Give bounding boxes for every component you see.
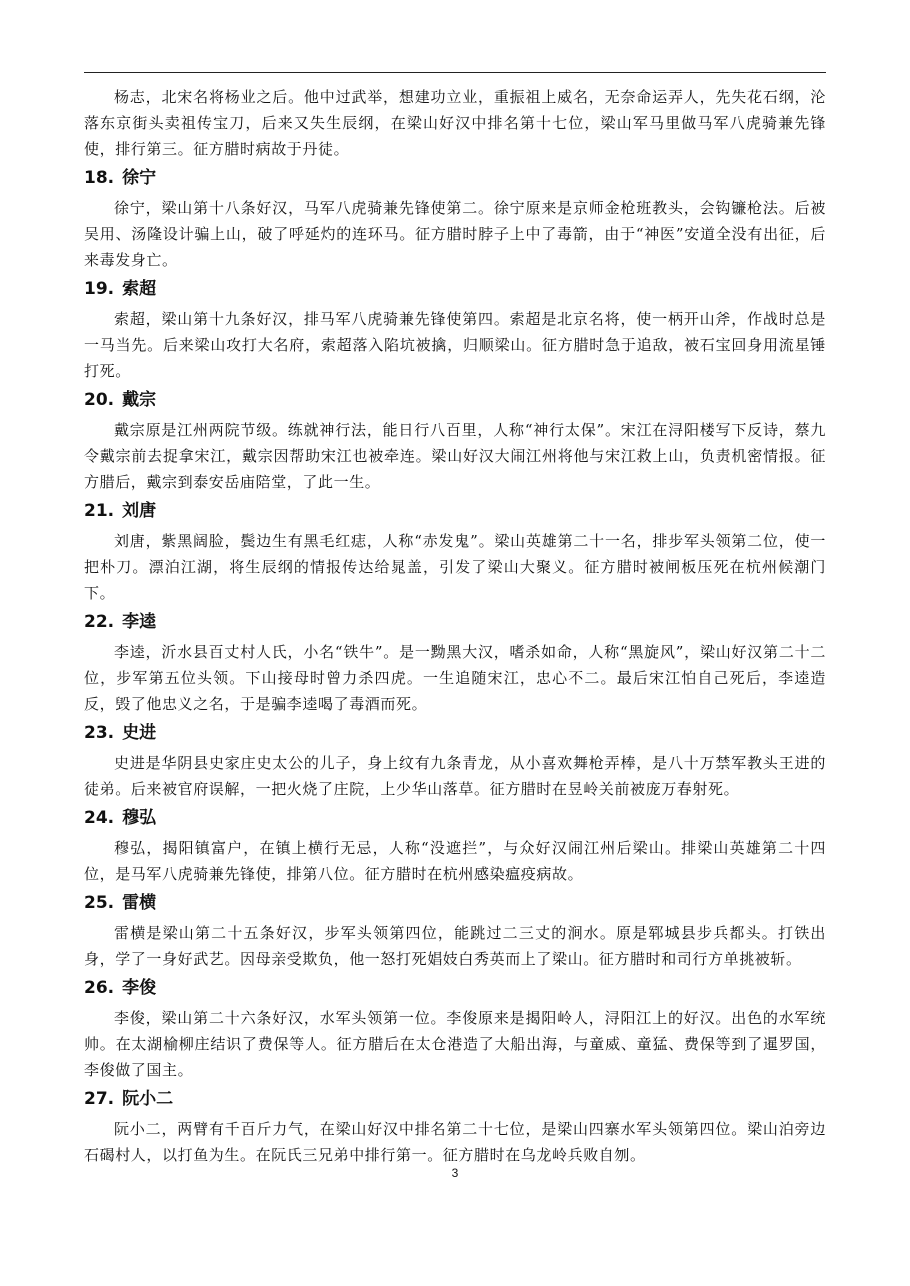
entry-number: 20. bbox=[84, 390, 115, 410]
entry-paragraph: 刘唐，紫黑阔脸，鬓边生有黑毛红痣，人称“赤发鬼”。梁山英雄第二十一名，排步军头领第二位，使一把朴刀。漂泊江湖，将生辰纲的情报传达给晁盖，引发了梁山大聚义。征方腊时被闸板压死在杭州候潮门下。 bbox=[84, 532, 826, 602]
entry-paragraph: 李俊，梁山第二十六条好汉，水军头领第一位。李俊原来是揭阳岭人，浔阳江上的好汉。出色的水军统帅。在太湖榆柳庄结识了费保等人。征方腊后在太仓港造了大船出海，与童威、童猛、费保等到了暹罗国，李俊做了国主。 bbox=[84, 1009, 826, 1079]
entry-number: 24. bbox=[84, 808, 115, 828]
entry-name: 雷横 bbox=[122, 893, 157, 913]
entry-section bbox=[84, 389, 826, 495]
entry-name: 刘唐 bbox=[122, 501, 157, 521]
entry-paragraph: 雷横是梁山第二十五条好汉，步军头领第四位，能跳过二三丈的涧水。原是郓城县步兵都头。打铁出身，学了一身好武艺。因母亲受欺负，他一怒打死娼妓白秀英而上了梁山。征方腊时和司行方单挑被斩。 bbox=[84, 924, 826, 968]
entry-heading bbox=[84, 278, 826, 300]
entry-section bbox=[84, 892, 826, 972]
entry-paragraph: 戴宗原是江州两院节级。练就神行法，能日行八百里，人称“神行太保”。宋江在浔阳楼写下反诗，蔡九令戴宗前去捉拿宋江，戴宗因帮助宋江也被牵连。梁山好汉大闹江州将他与宋江救上山，负责机密情报。征方腊后，戴宗到泰安岳庙陪堂，了此一生。 bbox=[84, 421, 826, 491]
entry-section bbox=[84, 500, 826, 606]
entry-heading bbox=[84, 611, 826, 633]
entry-name: 阮小二 bbox=[122, 1089, 174, 1109]
entry-heading bbox=[84, 807, 826, 829]
entry-paragraph: 史进是华阴县史家庄史太公的儿子，身上纹有九条青龙，从小喜欢舞枪弄棒，是八十万禁军教头王进的徒弟。后来被官府误解，一把火烧了庄院，上少华山落草。征方腊时在昱岭关前被庞万春射死。 bbox=[84, 754, 826, 798]
entry-name: 徐宁 bbox=[122, 168, 157, 188]
entry-number: 25. bbox=[84, 893, 115, 913]
entry-paragraph: 李逵，沂水县百丈村人氏，小名“铁牛”。是一黝黑大汉，嗜杀如命，人称“黑旋风”，梁山好汉第二十二位，步军第五位头领。下山接母时曾力杀四虎。一生追随宋江，忠心不二。最后宋江怕自己死后，李逵造反，毁了他忠义之名，于是骗李逵喝了毒酒而死。 bbox=[84, 643, 826, 713]
entry-name: 李逵 bbox=[122, 612, 157, 632]
entry-name: 史进 bbox=[122, 723, 157, 743]
entry-heading bbox=[84, 167, 826, 189]
entry-heading bbox=[84, 977, 826, 999]
entry-name: 索超 bbox=[122, 279, 157, 299]
entry-section bbox=[84, 167, 826, 273]
document-body bbox=[84, 84, 826, 1168]
entry-name: 戴宗 bbox=[122, 390, 157, 410]
entry-paragraph: 索超，梁山第十九条好汉，排马军八虎骑兼先锋使第四。索超是北京名将，使一柄开山斧，作战时总是一马当先。后来梁山攻打大名府，索超落入陷坑被擒，归顺梁山。征方腊时急于追敌，被石宝回身用流星锤打死。 bbox=[84, 310, 826, 380]
entry-section bbox=[84, 611, 826, 717]
entry-heading bbox=[84, 722, 826, 744]
entry-name: 李俊 bbox=[122, 978, 157, 998]
entry-number: 22. bbox=[84, 612, 115, 632]
entry-number: 23. bbox=[84, 723, 115, 743]
entry-number: 26. bbox=[84, 978, 115, 998]
header-rule bbox=[84, 72, 826, 73]
entry-list bbox=[84, 167, 826, 1168]
entry-section bbox=[84, 278, 826, 384]
entry-paragraph: 阮小二，两臂有千百斤力气，在梁山好汉中排名第二十七位，是梁山四寨水军头领第四位。梁山泊旁边石碣村人，以打鱼为生。在阮氏三兄弟中排行第一。征方腊时在乌龙岭兵败自刎。 bbox=[84, 1120, 826, 1164]
entry-section bbox=[84, 807, 826, 887]
entry-heading bbox=[84, 389, 826, 411]
entry-paragraph: 穆弘，揭阳镇富户，在镇上横行无忌，人称“没遮拦”，与众好汉闹江州后梁山。排梁山英雄第二十四位，是马军八虎骑兼先锋使，排第八位。征方腊时在杭州感染瘟疫病故。 bbox=[84, 839, 826, 883]
entry-number: 19. bbox=[84, 279, 115, 299]
page-number: 3 bbox=[451, 1166, 459, 1180]
entry-heading bbox=[84, 892, 826, 914]
intro-paragraph: 杨志，北宋名将杨业之后。他中过武举，想建功立业，重振祖上威名，无奈命运弄人，先失花石纲，沦落东京街头卖祖传宝刀，后来又失生辰纲，在梁山好汉中排名第十七位，梁山军马里做马军八虎骑兼先锋使，排行第三。征方腊时病故于丹徒。 bbox=[84, 88, 826, 158]
entry-heading bbox=[84, 500, 826, 522]
entry-number: 18. bbox=[84, 168, 115, 188]
entry-section bbox=[84, 1088, 826, 1168]
entry-number: 27. bbox=[84, 1089, 115, 1109]
entry-section bbox=[84, 977, 826, 1083]
entry-paragraph: 徐宁，梁山第十八条好汉，马军八虎骑兼先锋使第二。徐宁原来是京师金枪班教头，会钩镰枪法。后被吴用、汤隆设计骗上山，破了呼延灼的连环马。征方腊时脖子上中了毒箭，由于“神医”安道全没有出征，后来毒发身亡。 bbox=[84, 199, 826, 269]
entry-number: 21. bbox=[84, 501, 115, 521]
entry-name: 穆弘 bbox=[122, 808, 157, 828]
entry-heading bbox=[84, 1088, 826, 1110]
entry-section bbox=[84, 722, 826, 802]
